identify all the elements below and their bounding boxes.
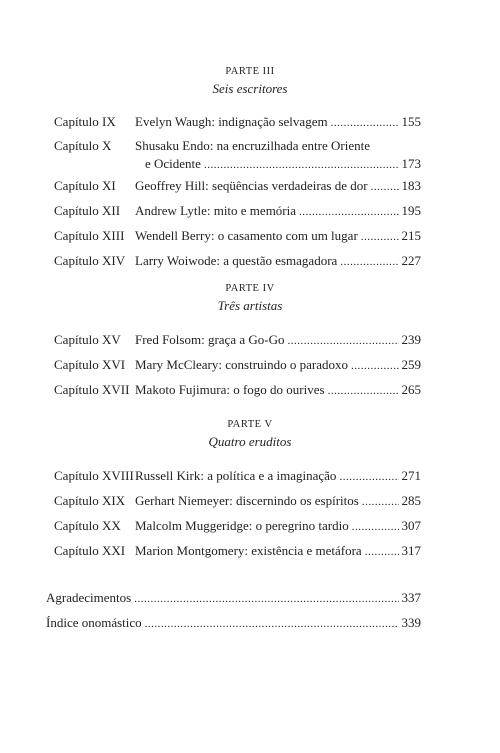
entry-text (135, 331, 421, 350)
chapter-number: Capítulo XIII (54, 228, 125, 243)
chapter-number: Capítulo XVIII (54, 468, 134, 483)
entry-text (135, 356, 421, 375)
entry-title: Índice onomástico (46, 615, 142, 630)
entry-text (135, 227, 421, 246)
dot-leader (287, 331, 398, 350)
part-label: PARTE III (225, 66, 275, 77)
entry-title: Andrew Lytle: mito e memória (135, 203, 297, 218)
page-number: 285 (401, 493, 421, 508)
entry-title: Fred Folsom: graça a Go-Go (135, 332, 285, 347)
page-number: 195 (401, 203, 421, 218)
entry-text (135, 542, 421, 561)
toc-entry[interactable] (54, 517, 421, 535)
page-number: 173 (401, 156, 421, 171)
entry-line (135, 202, 421, 221)
dot-leader (134, 589, 398, 608)
dot-leader (352, 517, 399, 536)
page-number: 155 (401, 114, 421, 129)
page-number: 271 (401, 468, 421, 483)
entry-line (46, 589, 421, 608)
entry-text (135, 492, 421, 511)
entry-line (135, 542, 421, 561)
entry-line (135, 113, 421, 132)
dot-leader (362, 492, 399, 511)
toc-entry[interactable] (54, 467, 421, 485)
page-number: 339 (401, 615, 421, 630)
page-number: 337 (401, 590, 421, 605)
entry-title: Shusaku Endo: na encruzilhada entre Oriente (135, 138, 370, 153)
page-number: 227 (401, 253, 421, 268)
entry-title: Gerhart Niemeyer: discernindo os espíritos (135, 493, 359, 508)
entry-line (135, 252, 421, 271)
entry-text (135, 381, 421, 400)
toc-entry[interactable] (54, 137, 421, 173)
page-number: 265 (401, 382, 421, 397)
dot-leader (299, 202, 398, 221)
toc-entry[interactable] (54, 202, 421, 220)
entry-line (135, 517, 421, 536)
dot-leader (331, 113, 399, 132)
toc-entry[interactable] (54, 492, 421, 510)
dot-leader (340, 252, 398, 271)
entry-text (135, 467, 421, 486)
entry-line (135, 467, 421, 486)
page-number: 259 (401, 357, 421, 372)
entry-title: Makoto Fujimura: o fogo do ourives (135, 382, 325, 397)
toc-entry[interactable] (54, 542, 421, 560)
entry-text (135, 252, 421, 271)
entry-line (135, 356, 421, 375)
part-label: PARTE IV (225, 283, 275, 294)
page-number: 317 (401, 543, 421, 558)
page-number: 239 (401, 332, 421, 347)
entry-title: Malcolm Muggeridge: o peregrino tardio (135, 518, 349, 533)
chapter-number: Capítulo XVII (54, 382, 130, 397)
dot-leader (365, 542, 399, 561)
entry-line (135, 137, 421, 155)
toc-entry[interactable] (54, 331, 421, 349)
part-label: PARTE V (227, 419, 273, 430)
chapter-number: Capítulo XII (54, 203, 121, 218)
page-number: 183 (401, 178, 421, 193)
chapter-number: Capítulo XI (54, 178, 116, 193)
chapter-number: Capítulo XIX (54, 493, 126, 508)
entry-title: e Ocidente (145, 156, 201, 171)
dot-leader (328, 381, 399, 400)
chapter-number: Capítulo XIV (54, 253, 126, 268)
entry-line (135, 331, 421, 350)
dot-leader (339, 467, 398, 486)
part-title: Quatro eruditos (208, 434, 292, 449)
chapter-number: Capítulo IX (54, 114, 116, 129)
toc-entry[interactable] (54, 252, 421, 270)
dot-leader (204, 155, 399, 174)
toc-entry[interactable] (54, 356, 421, 374)
entry-title: Evelyn Waugh: indignação selvagem (135, 114, 328, 129)
dot-leader (145, 614, 399, 633)
entry-line (135, 227, 421, 246)
dot-leader (361, 227, 399, 246)
entry-text (135, 137, 421, 174)
dot-leader (371, 177, 399, 196)
entry-line (46, 614, 421, 633)
chapter-number: Capítulo XV (54, 332, 121, 347)
back-matter-entry[interactable] (46, 589, 421, 608)
entry-text (135, 113, 421, 132)
page-number: 215 (401, 228, 421, 243)
entry-line (135, 177, 421, 196)
entry-title: Wendell Berry: o casamento com um lugar (135, 228, 358, 243)
part-title: Seis escritores (212, 81, 288, 96)
back-matter-entry[interactable] (46, 614, 421, 633)
entry-title: Mary McCleary: construindo o paradoxo (135, 357, 349, 372)
toc-entry[interactable] (54, 381, 421, 399)
toc-entry[interactable] (54, 113, 421, 131)
chapter-number: Capítulo XXI (54, 543, 126, 558)
chapter-number: Capítulo XVI (54, 357, 126, 372)
entry-text (135, 177, 421, 196)
chapter-number: Capítulo X (54, 138, 112, 153)
dot-leader (351, 356, 398, 375)
entry-text (135, 517, 421, 536)
entry-line (135, 381, 421, 400)
entry-title: Russell Kirk: a política e a imaginação (135, 468, 337, 483)
entry-title: Larry Woiwode: a questão esmagadora (135, 253, 338, 268)
entry-title: Agradecimentos (46, 590, 132, 605)
toc-entry[interactable] (54, 227, 421, 245)
page-number: 307 (401, 518, 421, 533)
part-title: Três artistas (217, 298, 283, 313)
entry-text (135, 202, 421, 221)
entry-line (135, 492, 421, 511)
entry-title: Geoffrey Hill: seqüências verdadeiras de dor (135, 178, 368, 193)
chapter-number: Capítulo XX (54, 518, 121, 533)
entry-line (135, 155, 421, 174)
entry-title: Marion Montgomery: existência e metáfora (135, 543, 362, 558)
toc-entry[interactable] (54, 177, 421, 195)
